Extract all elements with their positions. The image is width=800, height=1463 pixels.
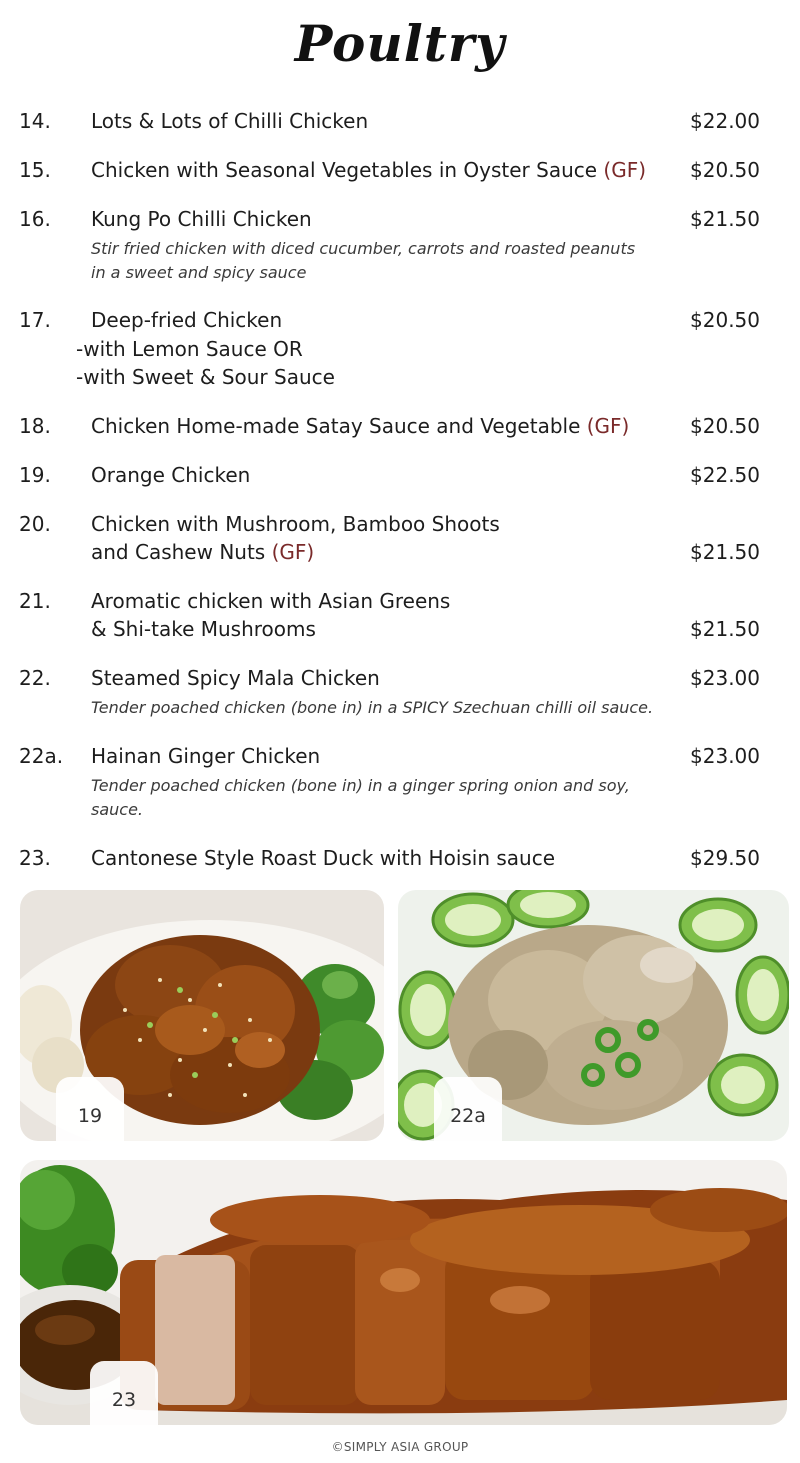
item-name-line [91,156,646,184]
item-name: Orange Chicken [91,463,251,487]
photo-label: 23 [90,1361,158,1425]
item-price: $22.50 [690,463,760,487]
item-price: $20.50 [690,414,760,438]
item-name: Hainan Ginger Chicken [91,744,321,768]
item-description: Tender poached chicken (bone in) in a SPICY Szechuan chilli oil sauce. [91,698,654,717]
photo-roast-duck [20,1160,787,1425]
item-name: Deep-fried Chicken [91,308,283,332]
item-number: 15. [19,158,51,182]
item-number: 16. [19,207,51,231]
gluten-free-tag: (GF) [603,158,647,182]
item-price: $21.50 [690,540,760,564]
item-price: $23.00 [690,666,760,690]
photo-label: 22a [434,1077,502,1141]
item-name: Steamed Spicy Mala Chicken [91,666,380,690]
item-name-line [91,538,314,566]
photo-orange-chicken [20,890,384,1141]
item-price: $29.50 [690,846,760,870]
item-name: Aromatic chicken with Asian Greens [91,589,451,613]
item-description: Tender poached chicken (bone in) in a ginger spring onion and soy, [91,776,630,795]
item-number: 20. [19,512,51,536]
item-name: Lots & Lots of Chilli Chicken [91,109,369,133]
item-number: 22a. [19,744,64,768]
item-price: $23.00 [690,744,760,768]
item-name: Chicken with Mushroom, Bamboo Shoots [91,512,500,536]
page-title: Poultry [294,14,506,73]
item-price: $22.00 [690,109,760,133]
item-number: 18. [19,414,51,438]
item-description: sauce. [91,800,144,819]
item-number: 19. [19,463,51,487]
item-name: Chicken with Seasonal Vegetables in Oyster Sauce [91,158,598,182]
item-name-cont: & Shi-take Mushrooms [91,617,316,641]
item-name-line [91,412,629,440]
item-number: 22. [19,666,51,690]
photo-label: 19 [56,1077,124,1141]
copyright-footer: ©SIMPLY ASIA GROUP [331,1440,469,1454]
gluten-free-tag: (GF) [271,540,315,564]
item-name-cont: and Cashew Nuts [91,540,266,564]
item-name: Cantonese Style Roast Duck with Hoisin sauce [91,846,556,870]
item-price: $20.50 [690,308,760,332]
item-option: -with Lemon Sauce OR [76,337,303,361]
item-price: $21.50 [690,207,760,231]
item-number: 14. [19,109,51,133]
item-price: $21.50 [690,617,760,641]
item-name: Kung Po Chilli Chicken [91,207,312,231]
item-option: -with Sweet & Sour Sauce [76,365,335,389]
photo-hainan-chicken [398,890,789,1141]
item-number: 23. [19,846,51,870]
gluten-free-tag: (GF) [586,414,630,438]
item-number: 21. [19,589,51,613]
item-number: 17. [19,308,51,332]
item-name: Chicken Home-made Satay Sauce and Vegetable [91,414,581,438]
item-price: $20.50 [690,158,760,182]
item-description: Stir fried chicken with diced cucumber, carrots and roasted peanuts [91,239,636,258]
item-description: in a sweet and spicy sauce [91,263,307,282]
